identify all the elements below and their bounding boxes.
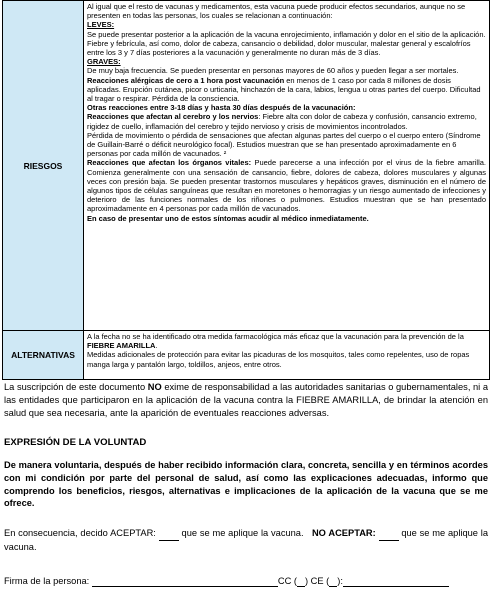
- fiebre-amarilla-bold: FIEBRE AMARILLA: [87, 341, 156, 351]
- alternativas-content: [84, 331, 490, 380]
- no-aceptar-blank-field[interactable]: [379, 527, 399, 541]
- disclaimer-no: NO: [147, 382, 162, 392]
- graves-text: De muy baja frecuencia. Se pueden presentar en personas mayores de 60 años y pueden llegar a ser mortales.: [87, 66, 459, 76]
- alternativas-line1-pre: A la fecha no se ha identificado otra medida farmacológica más eficaz que la vacunación para la prevención de la: [87, 332, 464, 341]
- graves-heading: GRAVES:: [87, 57, 121, 67]
- decision-mid: que se me aplique la vacuna.: [181, 528, 304, 538]
- risks-alternatives-table: [2, 0, 490, 380]
- aceptar-blank-field[interactable]: [159, 527, 179, 541]
- cc-label: CC (: [277, 576, 297, 586]
- riesgos-label: RIESGOS: [3, 1, 84, 331]
- cerebro-text: : Fiebre alta con dolor de cabeza y confusión, cansancio extremo, rigidez de cuello, inflamación del cerebro y tejido nervioso y crisis de movimientos incontrolados.: [87, 112, 477, 131]
- riesgos-intro: Al igual que el resto de vacunas y medicamentos, esta vacuna puede producir efectos secundarios, aunque no se presenten en todas las personas, los cuales se relacionan a continuación:: [87, 2, 466, 21]
- organos-heading: Reacciones que afectan los órganos vitales:: [87, 158, 252, 168]
- table-row-riesgos: [3, 1, 490, 331]
- caso-text: En caso de presentar uno de estos síntomas acudir al médico inmediatamente.: [87, 213, 369, 223]
- disclaimer-paragraph: [4, 381, 488, 419]
- otras-heading: Otras reacciones entre 3-18 días y hasta 30 días después de la vacunación:: [87, 103, 356, 113]
- alternativas-label: ALTERNATIVAS: [3, 331, 84, 380]
- decision-pre: En consecuencia, decido ACEPTAR:: [4, 528, 156, 538]
- alternativas-line1-post: .: [155, 341, 158, 351]
- firma-blank-field[interactable]: [92, 576, 278, 587]
- table-row-alternativas: [3, 331, 490, 380]
- decision-post: que se me aplique la vacuna.: [4, 528, 489, 552]
- firma-end: ):: [337, 576, 343, 586]
- disclaimer-pre: La suscripción de este documento: [4, 382, 148, 392]
- decision-paragraph: [4, 527, 488, 554]
- alternativas-line2: Medidas adicionales de protección para evitar las picaduras de los mosquitos, tales como repelentes, uso de ropas manga larga y pantalón largo, toldillos, anjeos, entre otros.: [87, 350, 470, 369]
- alergicas-heading: Reacciones alérgicas de cero a 1 hora post vacunación: [87, 75, 285, 85]
- firma-label: Firma de la persona:: [4, 576, 90, 586]
- document-number-blank-field[interactable]: [343, 576, 449, 587]
- alternativas-line1: [87, 332, 486, 350]
- firma-line: [4, 576, 488, 587]
- leves-text: Se puede presentar posterior a la aplicación de la vacuna enrojecimiento, inflamación y dolor en el sitio de la aplicación. Fiebre y febrícula, así como, dolor de cabeza, cansancio o debilidad, dolor muscular, malestar general y escalofríos entre los 3 y 7 días posteriores a la vacunación y generalmente no duran más de 3 días.: [87, 29, 486, 58]
- organos-paragraph: [87, 158, 486, 213]
- cc-blank-field[interactable]: [297, 576, 305, 587]
- voluntad-text: De manera voluntaria, después de haber recibido información clara, concreta, sencilla y en términos acordes con mi condición por parte del personal de salud, así como las explicaciones adecuadas, informo que comprendo los beneficios, riesgos, alternativas e implicaciones de la aplicación de la vacuna que se me ofrece.: [4, 460, 488, 509]
- cerebro-heading: Reacciones que afectan al cerebro y los nervios: [87, 112, 259, 122]
- perdida-text: Pérdida de movimiento o pérdida de sensaciones que afectan algunas partes del cuerpo o el cuerpo entero (Síndrome de Guillain-Barré o déficit neurológico focal). Estudios muestran que se han presentado aproximadamente en 6 personas por cada millón de vacunados. ²: [87, 130, 481, 159]
- alergicas-paragraph: [87, 76, 486, 104]
- organos-text: Puede parecerse a una infección por el virus de la fiebre amarilla. Comienza generalmente con una sensación de cansancio, fiebre, dolores de cabeza, dolores musculares y algunas veces con presión baja. Se pueden presentar trastornos musculares y hepáticos graves, disminución en el número de algunos tipos de células sanguíneas que resultan en moretones o hemorragias y un riesgo aumentado de infecciones y deterioro de las funciones normales de los riñones o pulmones. Estudios muestran que se han presentado aproximadamente en 4 personas por cada millón de vacunados.: [87, 158, 486, 214]
- alergicas-text: en menos de 1 caso por cada 8 millones de dosis aplicadas. Erupción cutánea, picor o urticaria, hinchazón de la cara, labios, lengua u otras partes del cuerpo. Dificultad al tragar o respirar. Pérdida de la consciencia.: [87, 75, 481, 104]
- cerebro-paragraph: [87, 112, 486, 130]
- disclaimer-post: exime de responsabilidad a las autoridades sanitarias o gubernamentales, ni a las entidades que participaron en la aplicación de la vacuna contra la FIEBRE AMARILLA, de brindar la atención en salud que sea necesaria, ante la aparición de eventuales reacciones adversas.: [4, 382, 489, 418]
- riesgos-content: [84, 1, 490, 331]
- ce-label: ) CE (: [304, 576, 330, 586]
- leves-heading: LEVES:: [87, 20, 115, 30]
- voluntad-heading: EXPRESIÓN DE LA VOLUNTAD: [4, 437, 147, 448]
- no-aceptar-label: NO ACEPTAR:: [311, 528, 376, 538]
